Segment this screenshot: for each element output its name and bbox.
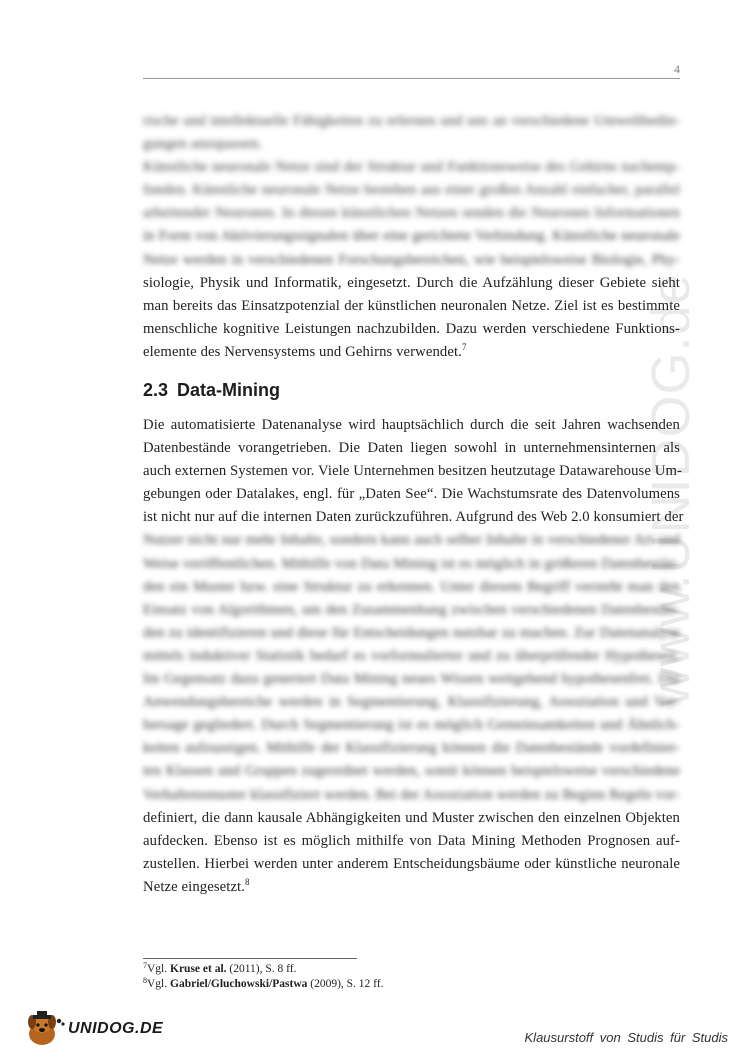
text-line: menschliche kognitive Leistungen nachzubilden. Dazu werden verschiedene Funktions- [143, 320, 680, 337]
watermark: www.UNIDOG.de [641, 273, 701, 707]
text-line: man bereits das Einsatzpotenzial der künstlichen neuronalen Netze. Ziel ist es bestimmte [143, 297, 680, 314]
footnote-citation: (2011), S. 8 ff. [226, 963, 297, 975]
footnote-number: 7 [143, 961, 147, 970]
text-line: gungen anzupassen. [143, 136, 263, 153]
footnote-number: 8 [143, 976, 147, 985]
section-neural-networks [143, 110, 680, 364]
text-line: Einsatz von Algorithmen, um den Zusammenhang zwischen verschiedenen Datenbestän- [143, 601, 680, 618]
text-line-content: Netze eingesetzt. [143, 878, 246, 895]
text-line: Verhaltensmuster klassifiziert werden. Bei der Assoziation werden zu Beginn Regeln vor- [143, 786, 680, 803]
footnote-author: Gabriel/Gluchowski/Pastwa [170, 978, 308, 990]
text-line: den ein Muster bzw. eine Struktur zu erkennen. Unter diesem Begriff versteht man den [143, 578, 680, 595]
footnote-ref[interactable]: 7 [461, 341, 467, 352]
text-line: gebungen oder Datalakes, engl. für „Daten See“. Die Wachstumsrate des Datenvolumens [143, 486, 680, 503]
text-line: hersage gegliedert. Durch Segmentierung ist es möglich Gemeinsamkeiten und Ähnlich- [143, 717, 680, 734]
footnote-citation: (2009), S. 12 ff. [307, 978, 384, 990]
text-line: keiten aufzuzeigen. Mithilfe der Klassifizierung können die Datenbestände vordefinier- [143, 740, 680, 757]
text-line: definiert, die dann kausale Abhängigkeiten und Muster zwischen den einzelnen Objekten [143, 809, 680, 826]
footnote-prefix: Vgl. [147, 963, 170, 975]
text-line-content: elemente des Nervensystems und Gehirns verwendet. [143, 343, 462, 360]
footnote-author: Kruse et al. [170, 963, 227, 975]
text-line: Weise veröffentlichen. Mithilfe von Data Mining ist es möglich in größeren Datenbestän- [143, 555, 680, 572]
text-line: aufdecken. Ebenso ist es möglich mithilfe von Data Mining Methoden Prognosen auf- [143, 832, 680, 849]
text-line: Im Gegensatz dazu generiert Data Mining neues Wissen weitgehend hypothesenfrei. Die [143, 671, 680, 688]
text-line: ten Klassen und Gruppen zugeordnet werden, somit können beispielsweise verschiedene [143, 763, 680, 780]
section-title: Data-Mining [177, 380, 281, 400]
footnotes [143, 962, 680, 992]
text-line: arbeitender Neuronen. In diesen künstlichen Netzen senden die Neuronen Informationen [143, 205, 680, 222]
text-line: rische und intellektuelle Fähigkeiten zu erlernen und uns an verschiedene Umweltbedin- [143, 113, 680, 129]
footnote-ref[interactable]: 8 [245, 876, 250, 887]
text-line-last [143, 876, 680, 899]
logo-text: UNIDOG.DE [68, 1020, 164, 1037]
footer-tagline: Klausurstoff von Studis für Studis [524, 1030, 728, 1045]
text-line: Anwendungsbereiche werden in Segmentierung, Klassifizierung, Assoziation und Vor- [143, 694, 680, 711]
footnote [143, 962, 680, 977]
footnote-prefix: Vgl. [147, 978, 170, 990]
text-line: Datenbestände vorangetrieben. Die Daten liegen sowohl in unternehmensinternen als [143, 440, 680, 457]
text-line-last [143, 341, 680, 364]
footnote-rule [143, 958, 357, 959]
page-number: 4 [674, 62, 680, 76]
text-line: Die automatisierte Datenanalyse wird hauptsächlich durch die seit Jahren wachsenden [143, 417, 680, 433]
text-line: Künstliche neuronale Netze sind der Struktur und Funktionsweise des Gehirns nachemp- [143, 159, 680, 176]
text-line: siologie, Physik und Informatik, eingesetzt. Durch die Aufzählung dieser Gebiete sieht [143, 274, 680, 291]
text-line: Netze werden in verschiedenen Forschungsbereichen, wie beispielsweise Biologie, Phy- [143, 251, 680, 268]
text-line: Nutzer nicht nur mehr Inhalte, sondern kann auch selber Inhalte in verschiedener Art und [143, 532, 680, 549]
text-line: funden. Künstliche neuronale Netze bestehen aus einer großen Anzahl einfacher, parallel [143, 182, 680, 199]
header-rule [143, 78, 680, 79]
dog-icon [22, 1010, 66, 1050]
text-line: in Form von Aktivierungssignalen über eine gerichtete Verbindung. Künstliche neuronale [143, 228, 680, 245]
text-line: zustellen. Hierbei werden unter anderem Entscheidungsbäume oder künstliche neuronale [143, 855, 680, 872]
text-line: ist nicht nur auf die internen Daten zurückzuführen. Aufgrund des Web 2.0 konsumiert der [143, 509, 684, 526]
section-data-mining [143, 414, 684, 899]
unidog-logo[interactable] [22, 1010, 162, 1050]
text-line: den zu identifizieren und diese für Entscheidungen nutzbar zu machen. Zur Datenanalyse [143, 624, 680, 641]
text-line: mittels induktiver Statistik bedarf es vorformulierter und zu überprüfender Hypothesen. [143, 647, 680, 664]
section-heading [143, 380, 280, 401]
section-number: 2.3 [143, 380, 169, 400]
footnote [143, 977, 680, 992]
text-line: auch externen Systemen vor. Viele Unternehmen besitzen heutzutage Datawarehouse Um- [143, 463, 682, 480]
